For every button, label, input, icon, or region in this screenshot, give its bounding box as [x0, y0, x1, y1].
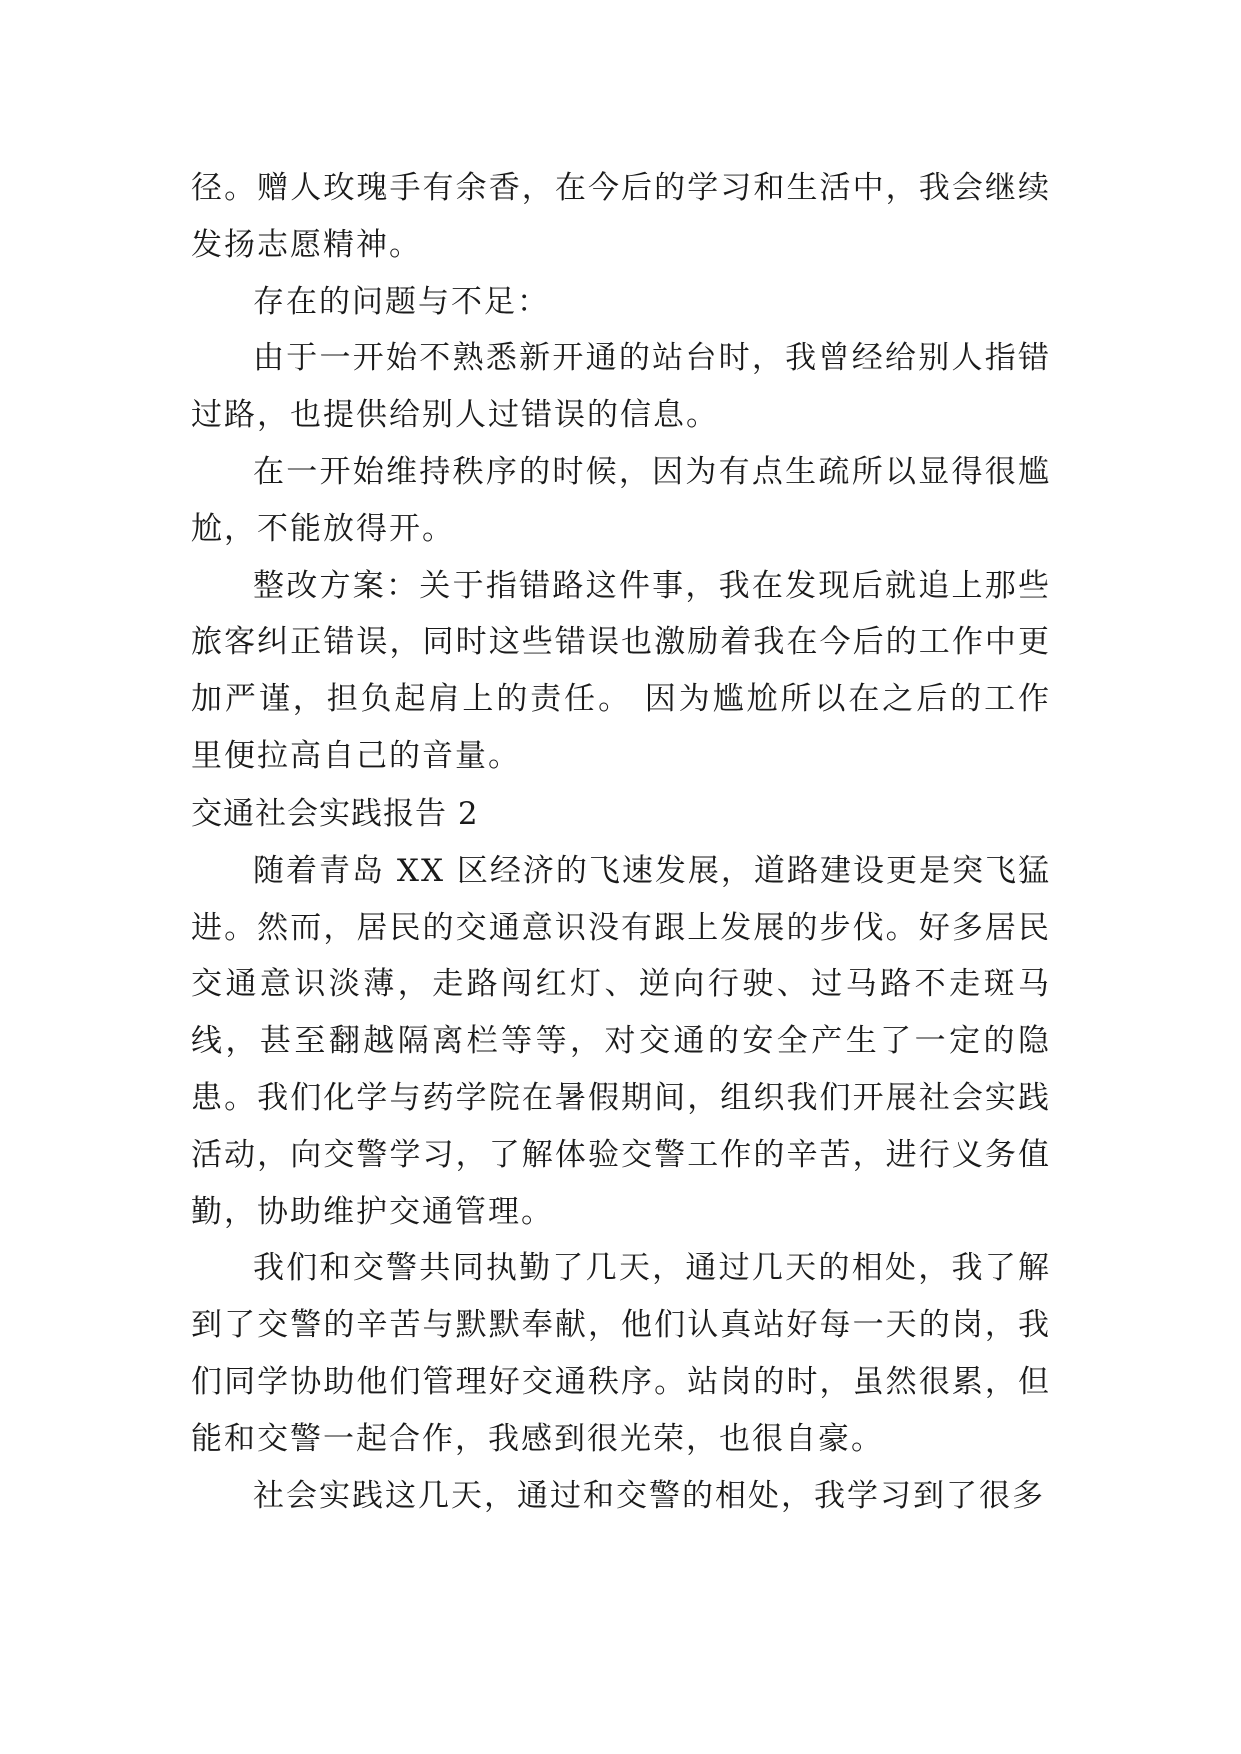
- paragraph: 由于一开始不熟悉新开通的站台时，我曾经给别人指错过路，也提供给别人过错误的信息。: [191, 340, 1051, 434]
- paragraph: 随着青岛 XX 区经济的飞速发展，道路建设更是突飞猛进。然而，居民的交通意识没有跟上发展的步伐。好多居民交通意识淡薄，走路闯红灯、逆向行驶、过马路不走斑马线，甚至翻越隔离栏等等，对交通的安全产生了一定的隐患。我们化学与药学院在暑假期间，组织我们开展社会实践活动，向交警学习，了解体验交警工作的辛苦，进行义务值勤，协助维护交通管理。: [191, 852, 1051, 1230]
- section-title: 交通社会实践报告 2: [191, 795, 479, 832]
- paragraph: 我们和交警共同执勤了几天，通过几天的相处，我了解到了交警的辛苦与默默奉献，他们认真站好每一天的岗，我们同学协助他们管理好交通秩序。站岗的时，虽然很累，但能和交警一起合作，我感到很光荣，也很自豪。: [191, 1250, 1051, 1457]
- paragraph: 整改方案：关于指错路这件事，我在发现后就追上那些旅客纠正错误，同时这些错误也激励着我在今后的工作中更加严谨，担负起肩上的责任。 因为尴尬所以在之后的工作里便拉高自己的音量。: [191, 567, 1051, 774]
- paragraph: 社会实践这几天，通过和交警的相处，我学习到了很多: [253, 1477, 1045, 1514]
- paragraph: 在一开始维持秩序的时候，因为有点生疏所以显得很尴尬，不能放得开。: [191, 453, 1051, 547]
- paragraph: 存在的问题与不足：: [253, 283, 550, 320]
- paragraph: 径。赠人玫瑰手有余香，在今后的学习和生活中，我会继续发扬志愿精神。: [191, 170, 1051, 263]
- document-body: [191, 160, 1051, 1524]
